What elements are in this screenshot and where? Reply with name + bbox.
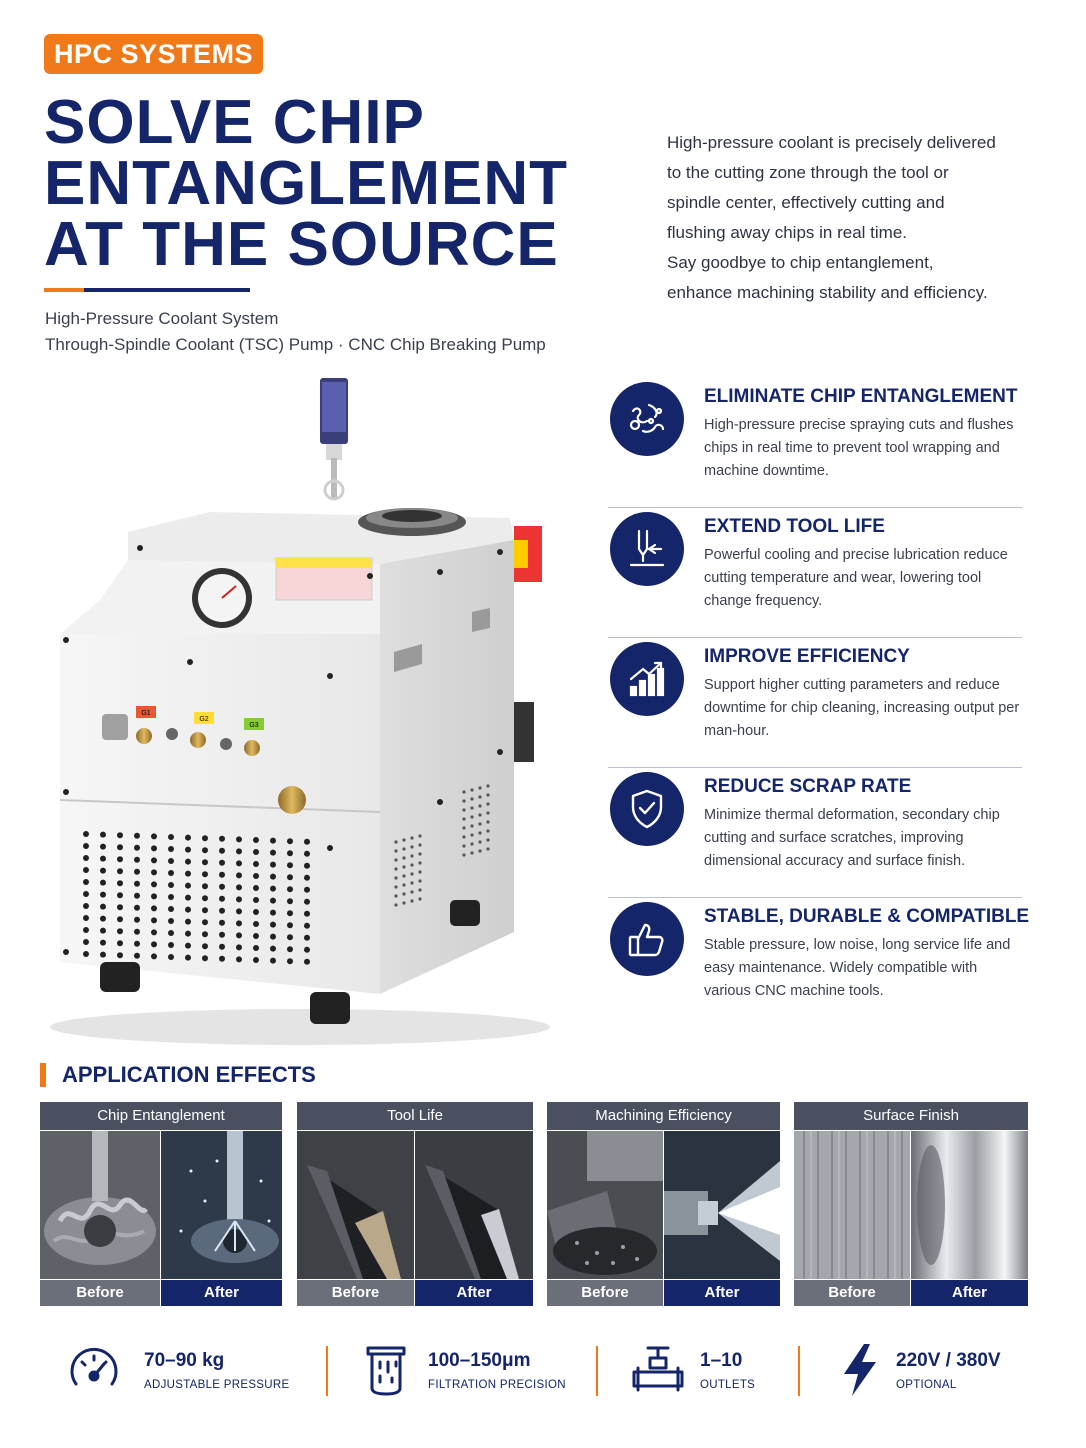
panel-machining-efficiency [547,1102,780,1306]
title-underline [44,288,250,292]
intro-line: High-pressure coolant is precisely delivered [667,133,996,152]
before-label: Before [40,1280,160,1306]
feature-title: ELIMINATE CHIP ENTANGLEMENT [704,386,1018,407]
gauge-icon [66,1342,122,1398]
panel-chip-entanglement [40,1102,282,1306]
spec-label: OPTIONAL [896,1379,957,1391]
brand-badge: HPC SYSTEMS [44,34,263,74]
feature-description: High-pressure precise spraying cuts and flushes chips in real time to prevent tool wrapping and machine downtime. [704,417,1014,479]
feature-title: STABLE, DURABLE & COMPATIBLE [704,906,1030,927]
hero-subtitle [45,306,546,358]
spec-value: 220V / 380V [896,1350,1001,1371]
feature-list [608,378,1030,1028]
spec-label: FILTRATION PRECISION [428,1379,566,1391]
outlet-label: G1 [141,710,151,717]
feature-description: Powerful cooling and precise lubrication reduce cutting temperature and wear, lowering tool change frequency. [704,547,1008,609]
spec-divider [326,1346,328,1396]
intro-line: Say goodbye to chip entanglement, [667,253,934,272]
before-label: Before [794,1280,910,1306]
feature-title: EXTEND TOOL LIFE [704,516,885,537]
feature-extend-tool-life [608,508,1022,638]
hero-title-line: AT THE SOURCE [44,210,559,279]
feature-stable-durable-compatible [608,898,1030,1028]
hero-title [44,88,604,279]
subtitle-line: Through-Spindle Coolant (TSC) Pump · CNC Chip Breaking Pump [45,335,546,354]
spec-divider [596,1346,598,1396]
intro-line: enhance machining stability and efficiency. [667,283,988,302]
hero-title-line: SOLVE CHIP [44,88,425,157]
subtitle-line: High-Pressure Coolant System [45,309,279,328]
hero-title-line: ENTANGLEMENT [44,149,569,218]
after-label: After [415,1280,533,1306]
after-photo [415,1131,533,1279]
filter-icon [358,1342,414,1398]
after-label: After [161,1280,282,1306]
before-label: Before [297,1280,414,1306]
outlet-label: G3 [249,722,259,729]
after-label: After [911,1280,1028,1306]
before-label: Before [547,1280,663,1306]
valve-icon [630,1342,686,1398]
intro-line: to the cutting zone through the tool or [667,163,949,182]
panel-tool-life [297,1102,533,1306]
before-photo [297,1131,414,1279]
feature-title: IMPROVE EFFICIENCY [704,646,910,667]
spec-label: ADJUSTABLE PRESSURE [144,1379,290,1391]
chips-icon [610,382,684,456]
after-label: After [664,1280,780,1306]
panel-title: Tool Life [297,1102,533,1130]
spec-value: 1–10 [700,1350,743,1371]
intro-paragraph [667,128,1037,308]
panel-title: Machining Efficiency [547,1102,780,1130]
lightning-icon [834,1342,890,1398]
thumbs-up-icon [610,902,684,976]
after-photo [161,1131,282,1279]
coolant-pump-illustration [40,372,560,1062]
after-photo [911,1131,1028,1279]
feature-eliminate-chip-entanglement [608,378,1022,508]
spec-value: 100–150μm [428,1350,531,1371]
intro-line: flushing away chips in real time. [667,223,908,242]
shield-check-icon [610,772,684,846]
feature-improve-efficiency [608,638,1022,768]
feature-description: Minimize thermal deformation, secondary chip cutting and surface scratches, improving dimensional accuracy and surface finish. [704,807,1000,869]
intro-line: spindle center, effectively cutting and [667,193,945,212]
spec-value: 70–90 kg [144,1350,225,1371]
panel-title: Chip Entanglement [40,1102,282,1130]
feature-reduce-scrap-rate [608,768,1022,898]
feature-description: Stable pressure, low noise, long service life and easy maintenance. Widely compatible with various CNC machine tools. [704,937,1011,999]
spec-bar [40,1336,1040,1406]
before-photo [40,1131,160,1279]
growth-chart-icon [610,642,684,716]
before-photo [794,1131,910,1279]
after-photo [664,1131,780,1279]
panel-title: Surface Finish [794,1102,1028,1130]
outlet-label: G2 [199,716,209,723]
spec-divider [798,1346,800,1396]
feature-description: Support higher cutting parameters and reduce downtime for chip cleaning, increasing output per man-hour. [704,677,1020,739]
panel-surface-finish [794,1102,1028,1306]
before-photo [547,1131,663,1279]
tool-icon [610,512,684,586]
feature-title: REDUCE SCRAP RATE [704,776,912,797]
spec-label: OUTLETS [700,1379,756,1391]
